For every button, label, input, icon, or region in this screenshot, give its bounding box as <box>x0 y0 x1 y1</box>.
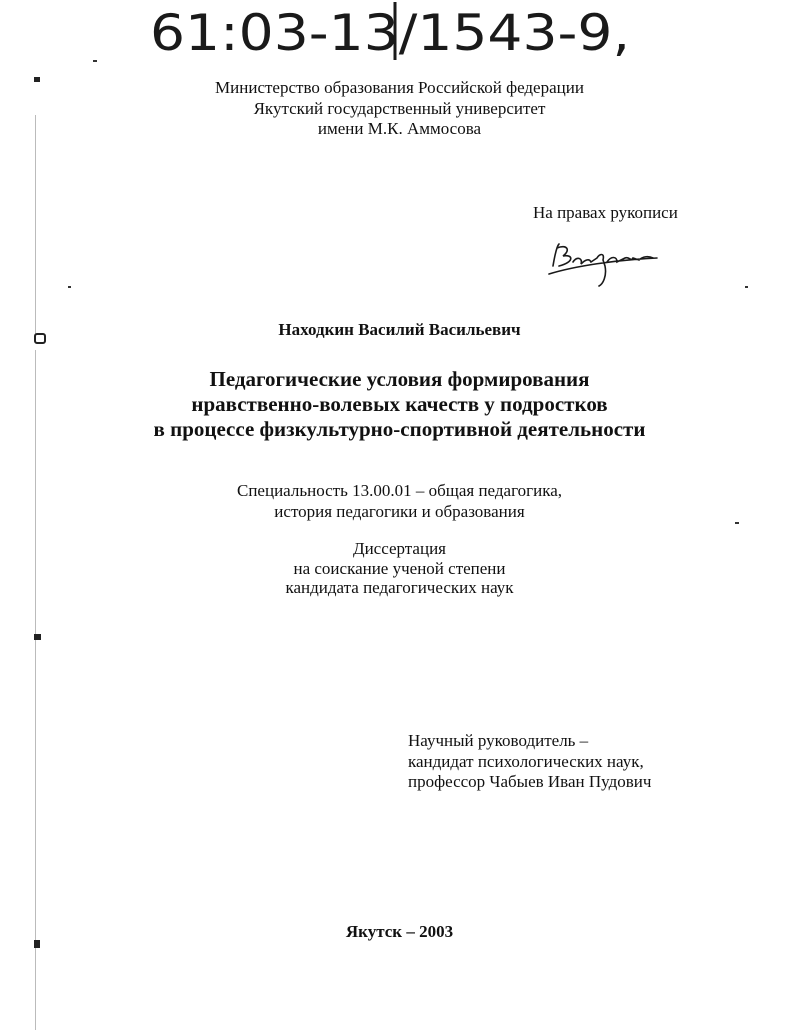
city-year: Якутск – 2003 <box>345 922 454 941</box>
supervisor-line-2: кандидат психологических наук, <box>408 751 644 771</box>
degree-line-3: кандидата педагогических наук <box>285 578 514 597</box>
institution-header <box>0 78 799 140</box>
institution-ministry: Министерство образования Российской федерации <box>215 78 584 97</box>
institution-named-after: имени М.К. Аммосова <box>317 119 482 138</box>
specialty <box>0 481 799 522</box>
title-line-2: нравственно-волевых качеств у подростков <box>191 392 608 416</box>
supervisor-line-1: Научный руководитель – <box>408 731 589 750</box>
author-signature <box>545 236 665 291</box>
rights-notice: На правах рукописи <box>533 203 678 222</box>
specialty-line-2: история педагогики и образования <box>274 501 525 521</box>
degree-statement <box>0 539 799 598</box>
scan-speck <box>93 60 97 62</box>
degree-line-2: на соискание ученой степени <box>293 558 506 578</box>
title-line-1: Педагогические условия формирования <box>209 367 590 391</box>
scan-speck <box>745 286 748 288</box>
author-name: Находкин Василий Васильевич <box>278 320 521 339</box>
scan-speck <box>735 522 739 524</box>
handwritten-catalog-number <box>150 0 650 60</box>
institution-university: Якутский государственный университет <box>253 98 546 118</box>
scan-edge-line <box>35 115 36 335</box>
scan-hole-mark <box>34 634 41 640</box>
title-line-3: в процессе физкультурно-спортивной деятельности <box>153 417 646 441</box>
catalog-number-text: 61:03-13/1543-9, <box>150 4 630 60</box>
scan-speck <box>68 286 71 288</box>
specialty-line-1: Специальность 13.00.01 – общая педагогика, <box>237 481 562 500</box>
supervisor-line-3: профессор Чабыев Иван Пудович <box>408 772 652 791</box>
supervisor-block <box>408 731 651 793</box>
degree-line-1: Диссертация <box>352 539 446 558</box>
dissertation-title <box>0 367 799 442</box>
